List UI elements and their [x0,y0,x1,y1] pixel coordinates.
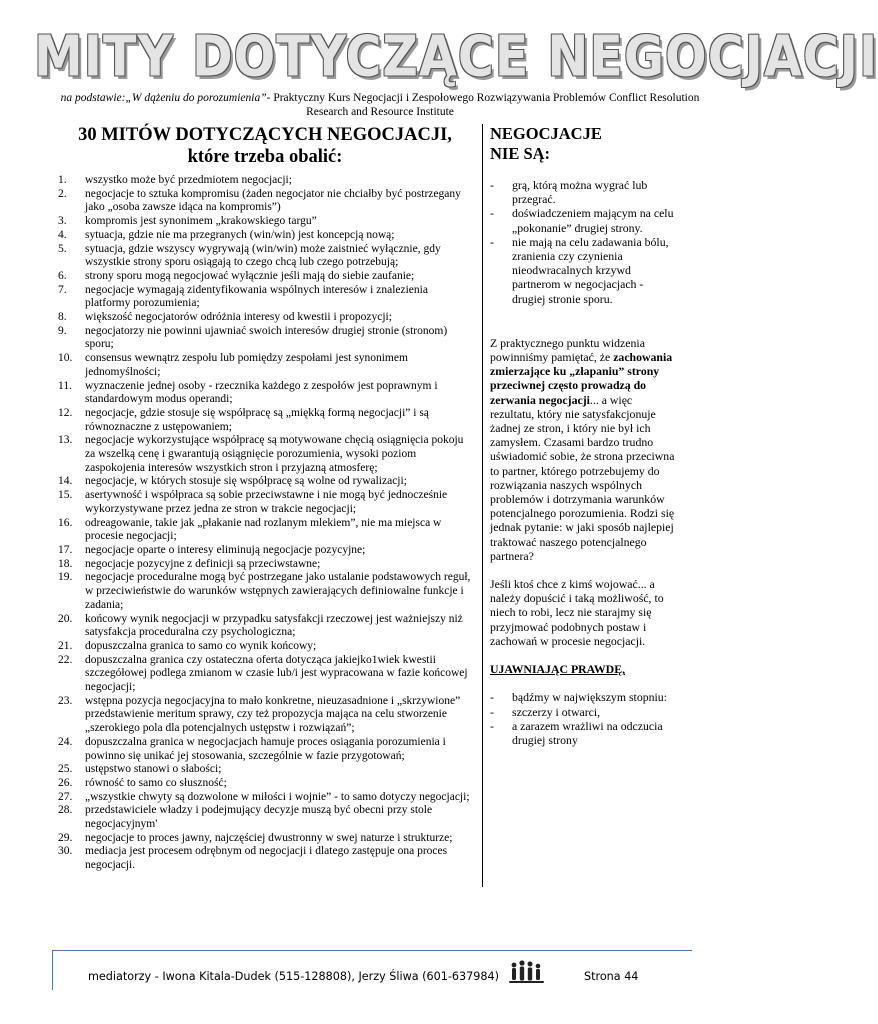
myth-item [58,832,472,846]
myth-text: odreagowanie, takie jak „płakanie nad rozlanym mlekiem”, nie ma miejsca w procesie negocjacji; [85,516,442,543]
myth-item [58,174,472,188]
myth-number: 12. [58,406,73,419]
myth-number: 5. [58,242,67,255]
myth-item [58,325,472,352]
myth-number: 4. [58,228,67,241]
myth-item [58,475,472,489]
myth-text: negocjacje, w których stosuje się współpracę są wolne od rywalizacji; [85,475,407,488]
myth-number: 13. [58,434,73,447]
myth-number: 24. [58,735,73,748]
myth-item [58,571,472,612]
myths-heading [58,124,472,168]
myth-item [58,352,472,379]
myth-item [58,407,472,434]
practical-text-a: Z praktycznego punktu widzenia powinniśmy pamiętać, że [490,335,645,365]
not-item-text: nie mają na celu zadawania bólu, zranienia czy czynienia nieodwracalnych krzywd partnerom w negocjacjach - drugiej stronie sporu. [512,234,669,306]
myth-text: równość to samo co słuszność; [85,776,227,789]
myth-text: dopuszczalna granica czy ostateczna oferta dotycząca jakiejko1wiek kwestii szczegółowej podlega zmianom w czasie lub/i jest wypracowana w fazie końcowej negocjacji; [85,653,468,694]
myth-text: negocjacje proceduralne mogą być postrzegane jako ustalanie podstawowych reguł, w przeciwieństwie do warunków wstępnych zawierających definiowalne funkcje i zadania; [85,571,471,611]
myth-number: 3. [58,215,67,228]
myths-column [58,124,472,873]
myth-text: negocjatorzy nie powinni ujawniać swoich interesów drugiej stronie (stronom) sporu; [85,324,448,351]
myth-text: negocjacje wymagają zidentyfikowania wspólnych interesów i znalezienia platformy porozumienia; [85,283,428,310]
myth-item [58,270,472,284]
banner-title: MITY DOTYCZĄCE NEGOCJACJI [34,23,878,90]
myth-number: 27. [58,790,73,803]
myth-text: dopuszczalna granica to samo co wynik końcowy; [85,639,317,652]
myth-text: sytuacja, gdzie nie ma przegranych (win/win) jest koncepcją nową; [85,228,395,241]
myth-text: negocjacje wykorzystujące współpracę są motywowane chęcią osiągnięcia pokoju za wszelką cenę i gwarantują osiągnięcie porozumienia, wysoki poziom zaspokojenia interesów wszystkich stron i przyjazną atmosferę; [85,434,464,474]
myth-text: strony sporu mogą negocjować wyłącznie jeśli mają do siebie zaufanie; [85,269,415,282]
myth-number: 17. [58,543,73,556]
myth-text: wszystko może być przedmiotem negocjacji; [85,174,292,186]
myth-text: przedstawiciele władzy i podejmujący decyzje muszą być obecni przy stole negocjacyjnym' [85,804,433,831]
myth-number: 15. [58,489,73,502]
not-item [490,178,675,206]
truth-item [490,705,675,719]
myth-text: kompromis jest synonimem „krakowskiego targu” [85,215,317,228]
myth-text: asertywność i współpraca są sobie przeciwstawne i nie mogą być jednocześnie wykorzystywane przez jedna ze stron w trakcie negocjacji; [85,489,448,515]
myth-number: 25. [58,763,73,776]
source-prefix: na podstawie: [60,92,126,104]
myth-item [58,640,472,654]
myth-item [58,284,472,311]
myth-text: wyznaczenie jednej osoby - rzecznika każdego z zespołów jest poprawnym i standardowym modus operandi; [85,379,438,406]
myth-text: negocjacje to proces jawny, najczęściej dwustronny w swej naturze i strukturze; [85,831,453,844]
myth-item [58,188,472,215]
myth-text: negocjacje to sztuka kompromisu (żaden negocjator nie chciałby być postrzegany jako „osoba zawsze idąca na kompromis”) [85,187,461,214]
myth-item [58,613,472,640]
myth-number: 29. [58,831,73,844]
dash-bullet: - [490,178,494,192]
not-column [490,124,675,747]
myth-number: 21. [58,639,73,652]
myth-item [58,517,472,544]
war-paragraph: Jeśli ktoś chce z kimś wojować... a należy dopuścić i taką możliwość, to niech to robi, lecz nie starajmy się przyjmować podobnych postaw i zachowań w procesie negocjacji. [490,577,664,648]
myths-list [58,174,472,873]
myth-item [58,695,472,736]
not-item [490,206,675,234]
source-rest: - Praktyczny Kurs Negocjacji i Zespołowego Rozwiązywania Problemów Conflict Resolution Research and Resource Institute [266,92,700,118]
myth-number: 18. [58,557,73,570]
myth-text: ustępstwo stanowi o słabości; [85,763,222,776]
myth-number: 7. [58,283,67,296]
myth-item [58,311,472,325]
myth-text: końcowy wynik negocjacji w przypadku satysfakcji rzeczowej jest ważniejszy niż satysfakcja proceduralna czy psychologiczna; [85,612,463,639]
myth-number: 20. [58,612,73,625]
dash-bullet: - [490,234,494,249]
truth-item-text: a zarazem wrażliwi na odczucia drugiej strony [512,718,663,747]
myth-number: 23. [58,694,73,707]
myth-item [58,763,472,777]
myth-text: „wszystkie chwyty są dozwolone w miłości i wojnie” - to samo dotyczy negocjacji; [85,790,470,803]
myth-item [58,544,472,558]
myth-number: 1. [58,174,67,186]
truth-heading: UJAWNIAJĄC PRAWDĘ, [490,662,626,677]
myth-number: 8. [58,311,67,324]
truth-item [490,719,675,747]
truth-item [490,690,675,704]
myth-text: negocjacje pozycyjne z definicji są przeciwstawne; [85,557,321,570]
myth-item [58,380,472,407]
myth-item [58,489,472,516]
footer-mediators: mediatorzy - Iwona Kitala-Dudek (515-128808), Jerzy Śliwa (601-637984) [88,970,500,983]
myths-heading-line2: które trzeba obalić: [187,147,343,167]
myth-item [58,845,472,872]
myth-item [58,804,472,831]
myth-item [58,215,472,229]
myth-item [58,736,472,763]
myth-item [58,791,472,805]
myths-heading-line1: 30 MITÓW DOTYCZĄCYCH NEGOCJACJI, [78,125,452,145]
myth-number: 26. [58,776,73,789]
myth-text: negocjacje, gdzie stosuje się współpracę są „miękką formą negocjacji” i są równoznaczne z ustępowaniem; [85,406,429,433]
truth-item-text: szczerzy i otwarci, [512,704,601,719]
myth-number: 14. [58,475,73,488]
truth-list [490,690,675,747]
not-item-text: doświadczeniem mającym na celu „pokonanie” drugiej strony. [512,206,674,235]
myth-number: 28. [58,804,73,817]
myth-number: 9. [58,324,67,337]
source-note [60,91,700,119]
myth-number: 30. [58,845,73,858]
not-item-text: grą, którą można wygrać lub przegrać. [512,178,648,207]
myth-number: 16. [58,516,73,529]
not-heading-line2: NIE SĄ: [490,144,551,163]
practical-text-bold: zachowania zmierzające ku „złapaniu” strony przeciwnej często prowadzą do zerwania negocjacji [490,350,673,407]
not-item [490,235,675,306]
column-divider [482,124,483,887]
not-heading-line1: NEGOCJACJE [490,124,602,143]
myth-item [58,558,472,572]
myth-number: 2. [58,187,67,200]
myth-text: wstępna pozycja negocjacyjna to mało konkretne, nieuzasadnione i „skrzywione” przedstawienie meritum sprawy, czy też propozycja mająca na celu stworzenie „szerokiego pola dla potencjalnych ustępstw i rozwiązań”; [85,694,461,735]
myth-number: 11. [58,379,72,392]
dash-bullet: - [490,704,494,719]
myth-item [58,777,472,791]
practical-text-b: ... a więc rezultatu, który nie satysfakcjonuje żadnej ze stron, i który nie był ich zamysłem. Czasami bardzo trudno uświadomić sobie, że strona przeciwna to partner, którego potrzebujemy do rozwiązania naszych wspólnych problemów i dotrzymania warunków potencjalnego porozumienia. Rodzi się jednak pytanie: w jaki sposób najlepiej traktować naszego potencjalnego partnera? [490,392,675,563]
footer-rule [52,950,692,951]
myth-item [58,654,472,695]
myth-text: mediacja jest procesem odrębnym od negocjacji i dlatego zastępuje ona proces negocjacji. [85,845,448,872]
practical-paragraph [490,336,675,563]
myth-number: 19. [58,571,73,584]
people-logo-icon [508,959,546,985]
myth-text: większość negocjatorów odróżnia interesy od kwestii i propozycji; [85,311,392,324]
not-heading [490,124,675,164]
myth-number: 6. [58,269,67,282]
myth-text: dopuszczalna granica w negocjacjach hamuje proces osiągania porozumienia i powinno się unikać jej stosowania, szczególnie w fazie przygotowań; [85,735,446,762]
myth-number: 22. [58,653,73,666]
footer-rule-vertical [52,950,53,990]
myth-number: 10. [58,352,73,365]
myth-text: negocjacje oparte o interesy eliminują negocjacje pozycyjne; [85,543,366,556]
dash-bullet: - [490,690,494,705]
myth-item [58,243,472,270]
myth-text: sytuacja, gdzie wszyscy wygrywają (win/win) może zaistnieć wyłącznie, gdy wszystkie strony sporu osiągają to czego chcą lub czego potrzebują; [85,242,441,269]
not-list [490,178,675,306]
myth-item [58,434,472,475]
myth-item [58,229,472,243]
truth-item-text: bądźmy w największym stopniu: [512,690,667,705]
myth-text: consensus wewnątrz zespołu lub pomiędzy zespołami jest synonimem jednomyślności; [85,352,408,378]
dash-bullet: - [490,206,494,221]
footer-page-number: Strona 44 [584,970,639,983]
dash-bullet: - [490,718,494,733]
source-title: „W dążeniu do porozumienia” [125,92,267,104]
